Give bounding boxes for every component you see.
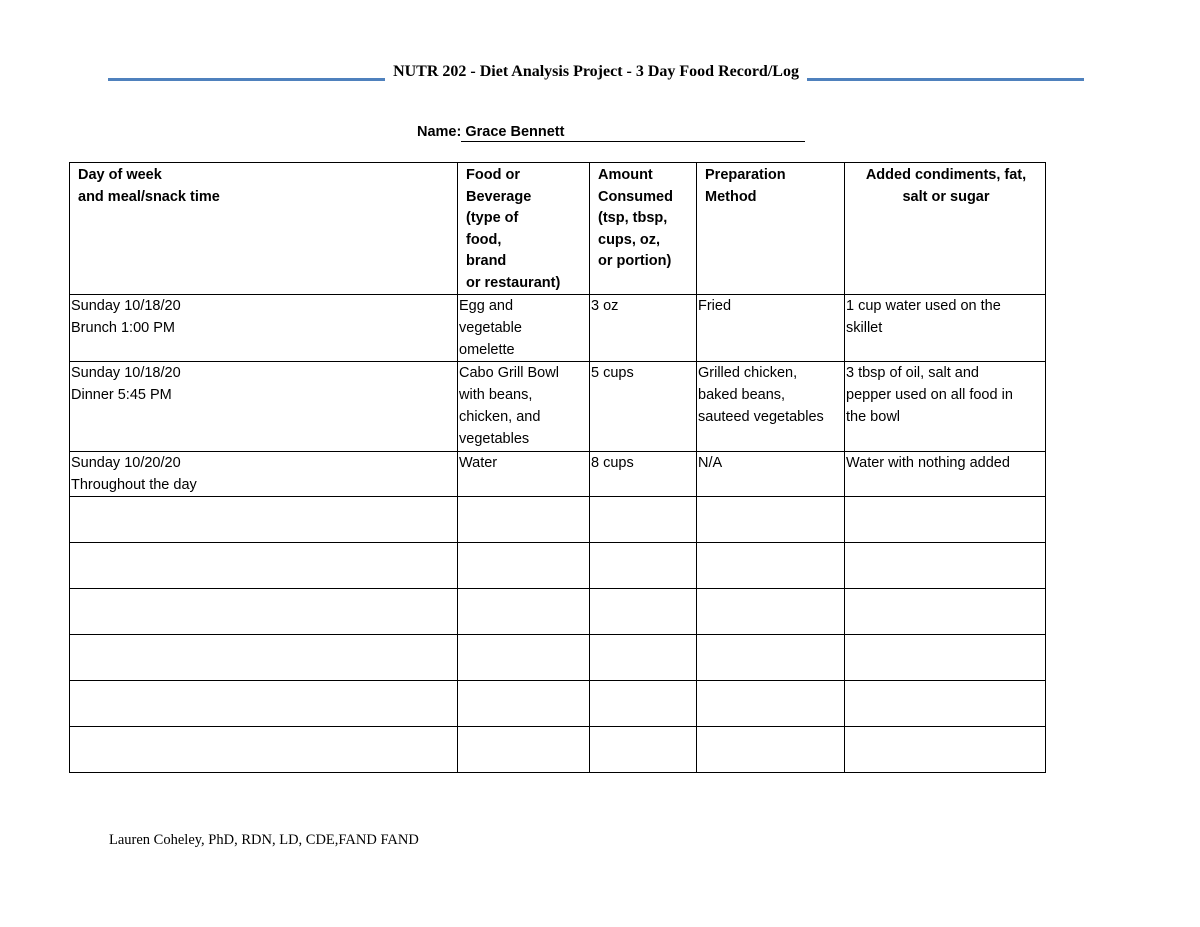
empty-cell bbox=[845, 681, 1046, 727]
footer-credit: Lauren Coheley, PhD, RDN, LD, CDE,FAND FAND bbox=[109, 832, 419, 848]
food-log-table bbox=[69, 162, 1046, 773]
title-rule-right bbox=[807, 78, 1084, 81]
empty-cell bbox=[458, 497, 590, 543]
empty-cell bbox=[590, 543, 697, 589]
table-row bbox=[70, 362, 1046, 452]
empty-cell bbox=[458, 727, 590, 773]
cell-amount: 3 oz bbox=[590, 295, 697, 362]
cell-condiments: 3 tbsp of oil, salt and pepper used on all food in the bowl bbox=[845, 362, 1046, 452]
empty-cell bbox=[845, 635, 1046, 681]
title-row bbox=[108, 60, 1084, 84]
table-header-row bbox=[70, 163, 1046, 295]
empty-cell bbox=[590, 727, 697, 773]
name-value: Grace Bennett bbox=[461, 124, 805, 142]
cell-day-time: Sunday 10/18/20 Dinner 5:45 PM bbox=[70, 362, 458, 452]
cell-amount: 5 cups bbox=[590, 362, 697, 452]
cell-amount: 8 cups bbox=[590, 452, 697, 497]
empty-cell bbox=[590, 589, 697, 635]
cell-preparation: Fried bbox=[697, 295, 845, 362]
cell-food: Cabo Grill Bowl with beans, chicken, and vegetables bbox=[458, 362, 590, 452]
cell-preparation: Grilled chicken, baked beans, sauteed vegetables bbox=[697, 362, 845, 452]
empty-cell bbox=[70, 727, 458, 773]
empty-cell bbox=[697, 589, 845, 635]
column-header-food: Food or Beverage (type of food, brand or restaurant) bbox=[458, 163, 590, 295]
empty-cell bbox=[70, 681, 458, 727]
empty-table-row bbox=[70, 497, 1046, 543]
cell-preparation: N/A bbox=[697, 452, 845, 497]
column-header-amount: Amount Consumed (tsp, tbsp, cups, oz, or portion) bbox=[590, 163, 697, 295]
empty-cell bbox=[590, 635, 697, 681]
column-header-condiments: Added condiments, fat, salt or sugar bbox=[845, 163, 1046, 295]
empty-cell bbox=[458, 681, 590, 727]
empty-cell bbox=[458, 589, 590, 635]
empty-cell bbox=[697, 681, 845, 727]
empty-cell bbox=[458, 543, 590, 589]
title-rule-left bbox=[108, 78, 385, 81]
column-header-preparation: Preparation Method bbox=[697, 163, 845, 295]
empty-cell bbox=[70, 589, 458, 635]
empty-cell bbox=[70, 497, 458, 543]
empty-cell bbox=[458, 635, 590, 681]
empty-table-row bbox=[70, 589, 1046, 635]
empty-cell bbox=[845, 727, 1046, 773]
name-label: Name: bbox=[417, 124, 462, 140]
empty-cell bbox=[590, 497, 697, 543]
empty-cell bbox=[697, 727, 845, 773]
empty-cell bbox=[590, 681, 697, 727]
empty-table-row bbox=[70, 635, 1046, 681]
page-title: NUTR 202 - Diet Analysis Project - 3 Day Food Record/Log bbox=[393, 63, 799, 80]
table-row bbox=[70, 295, 1046, 362]
name-field bbox=[417, 124, 805, 142]
cell-food: Water bbox=[458, 452, 590, 497]
empty-table-row bbox=[70, 727, 1046, 773]
empty-cell bbox=[697, 635, 845, 681]
table-row bbox=[70, 452, 1046, 497]
empty-cell bbox=[845, 543, 1046, 589]
cell-day-time: Sunday 10/20/20 Throughout the day bbox=[70, 452, 458, 497]
cell-food: Egg and vegetable omelette bbox=[458, 295, 590, 362]
empty-cell bbox=[845, 589, 1046, 635]
empty-cell bbox=[70, 635, 458, 681]
empty-cell bbox=[70, 543, 458, 589]
cell-day-time: Sunday 10/18/20 Brunch 1:00 PM bbox=[70, 295, 458, 362]
cell-condiments: Water with nothing added bbox=[845, 452, 1046, 497]
empty-table-row bbox=[70, 681, 1046, 727]
cell-condiments: 1 cup water used on the skillet bbox=[845, 295, 1046, 362]
empty-cell bbox=[697, 497, 845, 543]
empty-cell bbox=[697, 543, 845, 589]
empty-cell bbox=[845, 497, 1046, 543]
column-header-day-time: Day of week and meal/snack time bbox=[70, 163, 458, 295]
empty-table-row bbox=[70, 543, 1046, 589]
